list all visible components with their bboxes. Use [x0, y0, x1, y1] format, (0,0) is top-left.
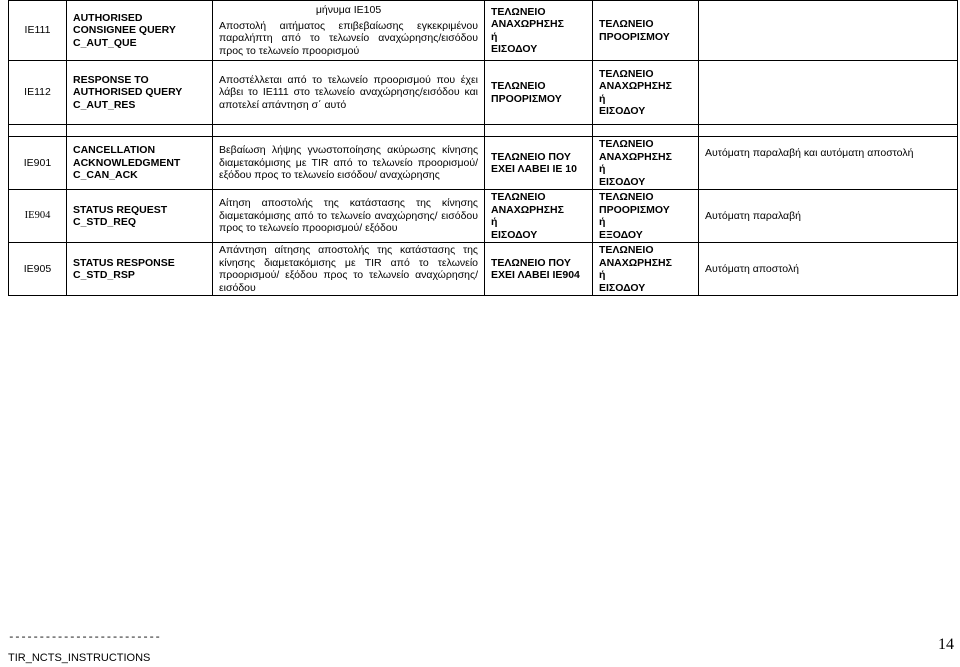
sender-office: ΤΕΛΩΝΕΙΟ ΠΡΟΟΡΙΣΜΟΥ	[485, 61, 593, 125]
message-code: IE901	[9, 137, 67, 190]
message-code: IE111	[9, 1, 67, 61]
receiver-office: ΤΕΛΩΝΕΙΟ ΠΡΟΟΡΙΣΜΟΥ	[593, 1, 699, 61]
message-name: AUTHORISED CONSIGNEE QUERY C_AUT_QUE	[67, 1, 213, 61]
receiver-office: ΤΕΛΩΝΕΙΟ ΠΡΟΟΡΙΣΜΟΥ ή ΕΞΟΔΟΥ	[593, 190, 699, 243]
message-code: IE905	[9, 243, 67, 296]
sender-office: ΤΕΛΩΝΕΙΟ ΠΟΥ ΕΧΕΙ ΛΑΒΕΙ ΙΕ904	[485, 243, 593, 296]
message-description	[213, 1, 485, 61]
table-row	[9, 1, 958, 61]
automation-note: Αυτόματη παραλαβή	[699, 190, 958, 243]
table-row	[9, 137, 958, 190]
message-name: CANCELLATION ACKNOWLEDGMENT C_CAN_ACK	[67, 137, 213, 190]
receiver-office: ΤΕΛΩΝΕΙΟ ΑΝΑΧΩΡΗΣΗΣ ή ΕΙΣΟΔΟΥ	[593, 243, 699, 296]
message-name: STATUS RESPONSE C_STD_RSP	[67, 243, 213, 296]
footer-separator: -------------------------	[8, 632, 161, 644]
sender-office: ΤΕΛΩΝΕΙΟ ΠΟΥ ΕΧΕΙ ΛΑΒΕΙ ΙΕ 10	[485, 137, 593, 190]
message-table	[8, 0, 958, 296]
message-name: STATUS REQUEST C_STD_REQ	[67, 190, 213, 243]
automation-note: Αυτόματη παραλαβή και αυτόματη αποστολή	[699, 137, 958, 190]
automation-note	[699, 61, 958, 125]
page-number: 14	[938, 636, 954, 653]
automation-note	[699, 1, 958, 61]
table-spacer	[9, 125, 958, 137]
description-text: Αποστολή αιτήματος επιβεβαίωσης εγκεκριμένου παραλήπτη από το τελωνείο αναχώρησης/εισόδου προς το τελωνείο προορισμού	[219, 19, 478, 57]
automation-note: Αυτόματη αποστολή	[699, 243, 958, 296]
message-description: Αποστέλλεται από το τελωνείο προορισμού που έχει λάβει το IE111 στο τελωνείο αναχώρησης/εισόδου και αποτελεί απάντηση σ΄ αυτό	[213, 61, 485, 125]
sender-office: ΤΕΛΩΝΕΙΟ ΑΝΑΧΩΡΗΣΗΣ ή ΕΙΣΟΔΟΥ	[485, 1, 593, 61]
message-code: IE112	[9, 61, 67, 125]
sender-office: ΤΕΛΩΝΕΙΟ ΑΝΑΧΩΡΗΣΗΣ ή ΕΙΣΟΔΟΥ	[485, 190, 593, 243]
receiver-office: ΤΕΛΩΝΕΙΟ ΑΝΑΧΩΡΗΣΗΣ ή ΕΙΣΟΔΟΥ	[593, 61, 699, 125]
description-heading: μήνυμα IE105	[315, 4, 382, 16]
message-name: RESPONSE TO AUTHORISED QUERY C_AUT_RES	[67, 61, 213, 125]
footer-document-name: TIR_NCTS_INSTRUCTIONS	[8, 652, 151, 664]
message-description: Αίτηση αποστολής της κατάστασης της κίνησης διαμετακόμισης από το τελωνείο αναχώρησης/ εισόδου προς το τελωνείο προορισμού/ εξόδου	[213, 190, 485, 243]
message-description: Βεβαίωση λήψης γνωστοποίησης ακύρωσης κίνησης διαμετακόμισης με TIR από το τελωνείο προορισμού/ εξόδου προς το τελωνείο εισόδου/ αναχώρησης	[213, 137, 485, 190]
table-row	[9, 190, 958, 243]
table-row	[9, 243, 958, 296]
table-row	[9, 61, 958, 125]
message-code: IE904	[9, 190, 67, 243]
message-description: Απάντηση αίτησης αποστολής της κατάστασης της κίνησης διαμετακόμισης με TIR από το τελωνείο προορισμού/ εξόδου προς το τελωνείο αναχώρησης/ εισόδου	[213, 243, 485, 296]
receiver-office: ΤΕΛΩΝΕΙΟ ΑΝΑΧΩΡΗΣΗΣ ή ΕΙΣΟΔΟΥ	[593, 137, 699, 190]
